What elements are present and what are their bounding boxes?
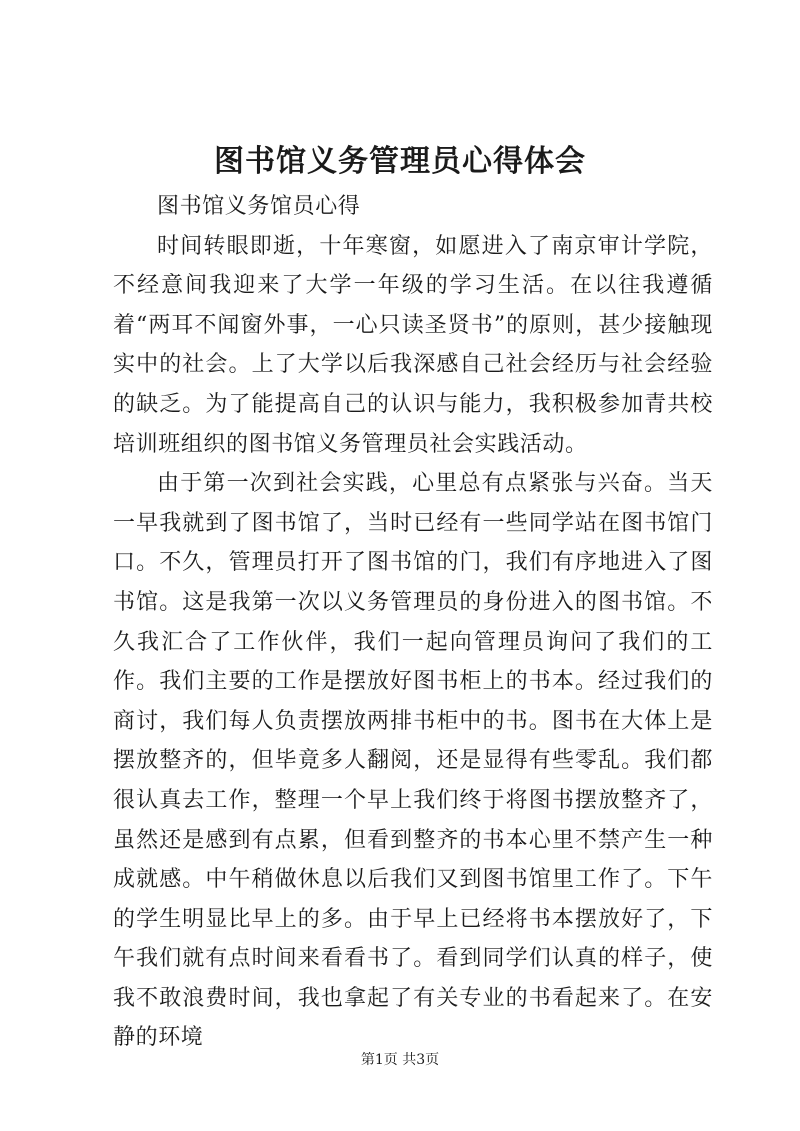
document-body — [113, 187, 713, 1058]
paragraph-2: 由于第一次到社会实践，心里总有点紧张与兴奋。当天一早我就到了图书馆了，当时已经有一些同学站在图书馆门口。不久，管理员打开了图书馆的门，我们有序地进入了图书馆。这是我第一次以义务管理员的身份进入的图书馆。不久我汇合了工作伙伴，我们一起向管理员询问了我们的工作。我们主要的工作是摆放好图书柜上的书本。经过我们的商讨，我们每人负责摆放两排书柜中的书。图书在大体上是摆放整齐的，但毕竟多人翻阅，还是显得有些零乱。我们都很认真去工作，整理一个早上我们终于将图书摆放整齐了，虽然还是感到有点累，但看到整齐的书本心里不禁产生一种成就感。中午稍做休息以后我们又到图书馆里工作了。下午的学生明显比早上的多。由于早上已经将书本摆放好了，下午我们就有点时间来看看书了。看到同学们认真的样子，使我不敢浪费时间，我也拿起了有关专业的书看起来了。在安静的环境 — [113, 471, 713, 1051]
page-number-footer: 第1页 共3页 — [360, 1052, 440, 1068]
paragraph-1: 时间转眼即逝，十年寒窗，如愿进入了南京审计学院，不经意间我迎来了大学一年级的学习生活。在以往我遵循着“两耳不闻窗外事，一心只读圣贤书”的原则，甚少接触现实中的社会。上了大学以后我深感自己社会经历与社会经验的缺乏。为了能提高自己的认识与能力，我积极参加青共校培训班组织的图书馆义务管理员社会实践活动。 — [113, 233, 713, 457]
document-subtitle: 图书馆义务馆员心得 — [157, 194, 361, 219]
document-title: 图书馆义务管理员心得体会 — [214, 144, 586, 179]
